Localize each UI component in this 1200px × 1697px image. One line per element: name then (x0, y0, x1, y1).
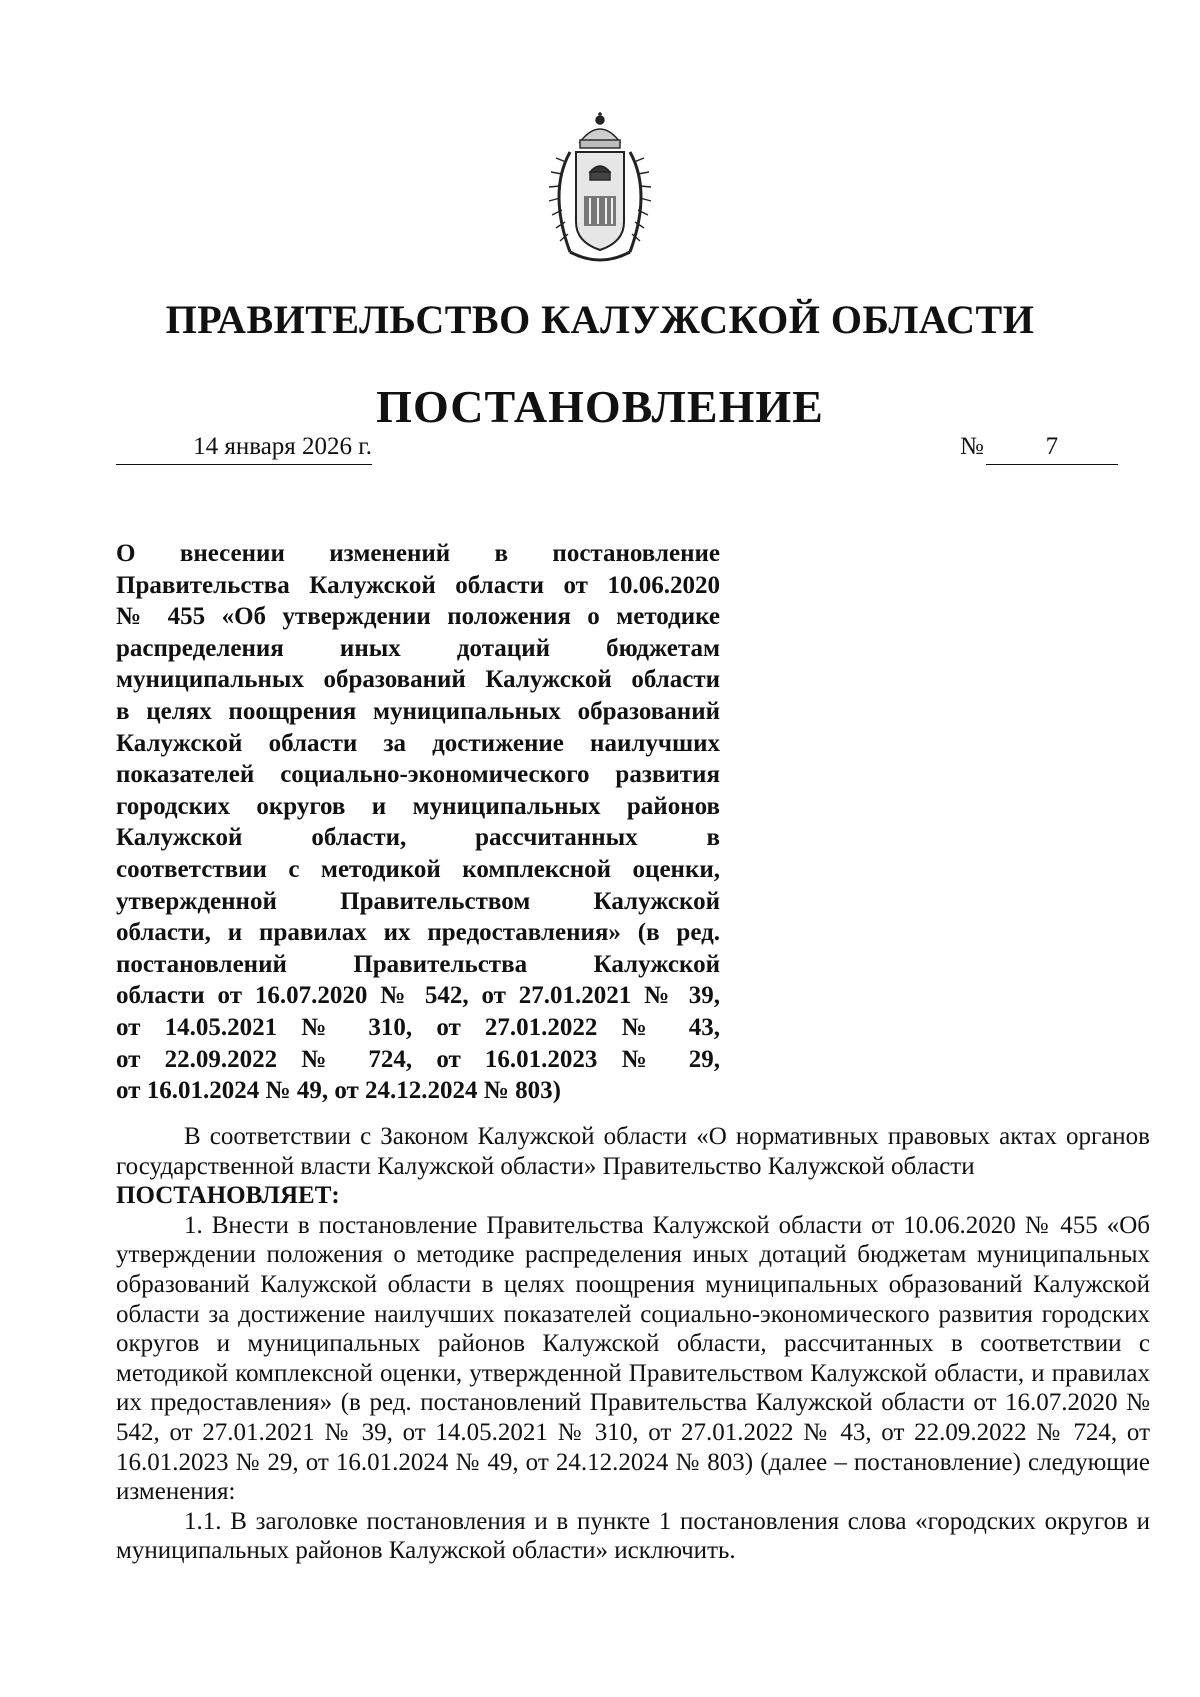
title-line: в целях поощрения муниципальных образований (116, 697, 720, 725)
decree-number: 7 (986, 430, 1118, 465)
preamble-paragraph (116, 1122, 1150, 1211)
title-line: Правительства Калужской области от 10.06.2020 (116, 571, 720, 599)
decree-body (116, 1122, 1150, 1566)
title-line: О внесении изменений в постановление (116, 540, 720, 567)
number-label: № (960, 433, 984, 460)
decree-word: ПОСТАНОВЛЯЕТ: (116, 1182, 340, 1210)
item-1-paragraph: 1. Внести в постановление Правительства Калужской области от 10.06.2020 № 455 «Об утверждении положения о методике распределения иных дотаций бюджетам муниципальных образований Калужской области в целях поощрения муниципальных образований Калужской области за достижение наилучших показателей социально-экономического развития городских округов и муниципальных районов Калужской области, рассчитанных в соответствии с методикой комплексной оценки, утвержденной Правительством Калужской области, и правилах их предоставления» (в ред. постановлений Правительства Калужской области от 16.07.2020 № 542, от 27.01.2021 № 39, от 14.05.2021 № 310, от 27.01.2022 № 43, от 22.09.2022 № 724, от 16.01.2023 № 29, от 16.01.2024 № 49, от 24.12.2024 № 803) (далее – постановление) следующие изменения: (116, 1211, 1150, 1506)
title-line: показателей социально-экономического развития (116, 761, 720, 789)
document-type-title: ПОСТАНОВЛЕНИЕ (376, 381, 824, 432)
government-title: ПРАВИТЕЛЬСТВО КАЛУЖСКОЙ ОБЛАСТИ (165, 297, 1035, 342)
item-1-1-paragraph: 1.1. В заголовке постановления и в пункте 1 постановления слова «городских округов и муниципальных районов Калужской области» исключить. (116, 1507, 1150, 1565)
title-line: Калужской области за достижение наилучших (116, 729, 720, 757)
decree-date: 14 января 2026 г. (116, 430, 372, 465)
title-line: от 14.05.2021 № 310, от 27.01.2022 № 43, (116, 1013, 720, 1041)
title-line: от 22.09.2022 № 724, от 16.01.2023 № 29, (116, 1045, 720, 1073)
title-line: соответствии с методикой комплексной оценки, (116, 855, 720, 883)
title-line: от 16.01.2024 № 49, от 24.12.2024 № 803) (116, 1077, 561, 1105)
preamble-text: В соответствии с Законом Калужской области «О нормативных правовых актах органов государственной власти Калужской области» Правительство Калужской области (116, 1123, 1150, 1180)
title-line: утвержденной Правительством Калужской (116, 887, 720, 915)
coat-of-arms-emblem (540, 112, 660, 270)
title-line: городских округов и муниципальных районов (116, 792, 720, 820)
title-line: муниципальных образований Калужской области (116, 666, 720, 694)
title-line: постановлений Правительства Калужской (116, 950, 720, 978)
title-line: Калужской области, рассчитанных в (116, 824, 720, 852)
title-line: области, и правилах их предоставления» (в ред. (116, 919, 720, 947)
title-line: № 455 «Об утверждении положения о методике (116, 603, 720, 631)
decree-number-field (960, 430, 1118, 465)
decree-title (116, 538, 720, 1107)
title-line: распределения иных дотаций бюджетам (116, 634, 720, 662)
title-line: области от 16.07.2020 № 542, от 27.01.2021 № 39, (116, 982, 720, 1010)
